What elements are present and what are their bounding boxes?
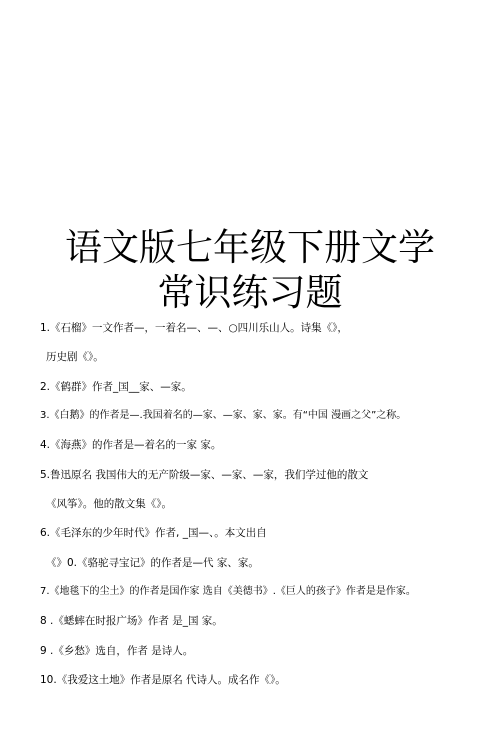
question-10: 10.《我爱这土地》作者是原名 代诗人。成名作《》。 <box>40 674 286 686</box>
question-9: 9 .《乡愁》选自，作者 是诗人。 <box>40 645 194 657</box>
question-1-continued: 历史剧《》。 <box>46 351 104 363</box>
question-8: 8 .《蟋蟀在时报广场》作者 是_国 家。 <box>40 615 223 627</box>
document-title-line-1: 语文版七年级下册文学 <box>65 226 435 269</box>
question-5-continued: 《风筝》。他的散文集《》。 <box>46 498 172 510</box>
question-6-continued: 《》0.《骆驼寻宝记》的作者是—代 家、家。 <box>46 557 259 569</box>
question-7: 7.《地毯下的尘土》的作者是国作家 选自《美德书》.《巨人的孩子》作者是是作家。 <box>40 586 416 597</box>
question-4: 4.《海燕》的作者是—着名的一家 家。 <box>40 439 222 451</box>
question-2: 2.《鹤群》作者_国__家、—家。 <box>40 381 192 393</box>
document-title-line-2: 常识练习题 <box>157 271 343 314</box>
question-1: 1.《石榴》一文作者—，一着名—、—、○四川乐山人。诗集《》， <box>40 322 348 334</box>
question-5: 5.鲁迅原名 我国伟大的无产阶级—家、—家、—家，我们学过他的散文 <box>40 469 369 481</box>
question-3: 3.《白鹅》的作者是—.我国着名的—家、—家、家、家。有“中国 漫画之父”之称。 <box>40 410 407 421</box>
question-6: 6.《毛泽东的少年时代》作者, _国—、。本文出自 <box>40 527 267 539</box>
